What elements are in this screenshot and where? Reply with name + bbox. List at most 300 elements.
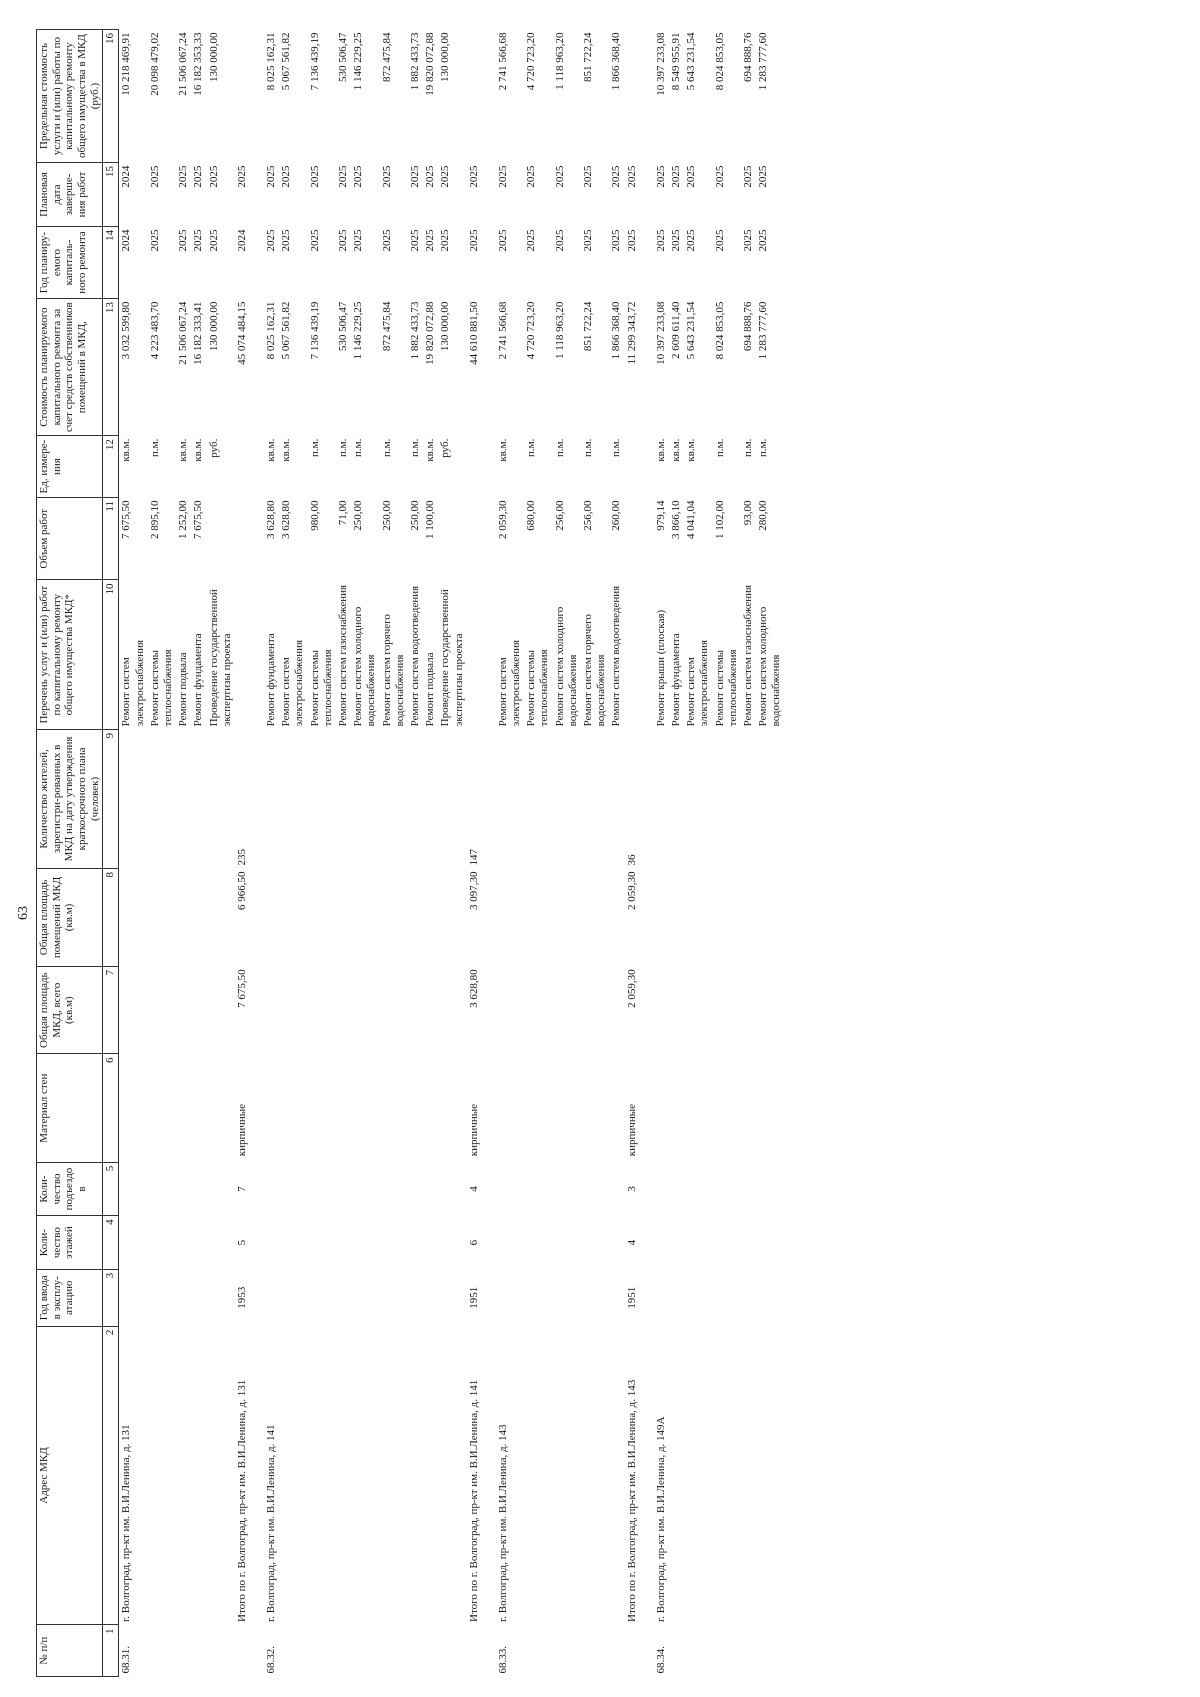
floors-count: [408, 1216, 423, 1270]
entrances-count: [351, 1162, 379, 1216]
unit: п.м.: [352, 438, 365, 458]
column-header: Коли-чество подъездо в: [37, 1162, 103, 1216]
address: [581, 1326, 609, 1625]
total-area: [438, 966, 466, 1054]
entrances-count: [423, 1162, 438, 1216]
unit: [235, 436, 250, 498]
row-number: 68.34.: [654, 1646, 667, 1674]
work-row: [380, 30, 408, 1677]
build-year: [684, 1269, 712, 1326]
build-year: [119, 1269, 148, 1326]
column-number: 6: [103, 1054, 119, 1162]
total-area: [756, 966, 784, 1054]
work-row: [336, 30, 351, 1677]
wall-material: [654, 1054, 669, 1162]
end-date: 2025: [408, 165, 421, 188]
address: [408, 1326, 423, 1625]
total-area: [148, 966, 176, 1054]
planned-year: 2025: [553, 229, 566, 252]
planned-cost: 4 720 723,20: [525, 301, 538, 360]
work-volume: 2 059,30: [496, 500, 509, 539]
column-number: 13: [103, 299, 119, 436]
premises-area: [423, 869, 438, 967]
max-cost: 8 024 853,05: [713, 32, 726, 91]
premises-area: [654, 869, 669, 967]
work-volume: 4 041,04: [685, 500, 698, 539]
residents-count: [176, 729, 191, 868]
total-area: [423, 966, 438, 1054]
planned-cost: 851 722,24: [582, 301, 595, 352]
entrances-count: [741, 1162, 756, 1216]
spacer-cell: [250, 30, 264, 1677]
planned-cost: 1 882 433,73: [408, 301, 421, 360]
row-number: [669, 1625, 684, 1677]
build-year: 1951: [467, 1286, 480, 1309]
planned-year: 2025: [408, 229, 421, 252]
column-header: Предельная стоимость услуги и (или) работы по капитальному ремонту общего имущества в МКД (руб.): [37, 30, 103, 163]
build-year: [496, 1269, 524, 1326]
unit: кв.м.: [654, 438, 667, 462]
address: [308, 1326, 336, 1625]
planned-cost: 530 506,47: [337, 301, 350, 352]
planned-cost: 16 182 333,41: [192, 301, 205, 365]
build-year: [669, 1269, 684, 1326]
column-number: 14: [103, 226, 119, 298]
work-type: Ремонт систем холодного водоснабжения: [757, 606, 783, 727]
column-number: 16: [103, 30, 119, 163]
work-row: [438, 30, 466, 1677]
total-area: [684, 966, 712, 1054]
planned-cost: 4 223 483,70: [148, 301, 161, 360]
planned-year: 2025: [380, 229, 393, 252]
work-row: [423, 30, 438, 1677]
planned-year: 2025: [669, 229, 682, 252]
work-volume: 71,00: [337, 500, 350, 526]
work-type: Ремонт системы теплоснабжения: [713, 649, 739, 727]
residents-count: [713, 729, 741, 868]
floors-count: [654, 1216, 669, 1270]
entrances-count: [609, 1162, 624, 1216]
row-number: 68.32.: [265, 1646, 278, 1674]
max-cost: 7 136 439,19: [308, 32, 321, 91]
row-spacer: [250, 30, 264, 1677]
floors-count: [741, 1216, 756, 1270]
column-header: Перечень услуг и (или) работ по капитальному ремонту общего имущества МКД*: [37, 580, 103, 729]
column-header: Количество жителей, зарегистри-рованных в МКД на дату утверждения краткосрочного плана (человек): [37, 729, 103, 868]
planned-year: 2025: [610, 229, 623, 252]
unit: п.м.: [380, 438, 393, 458]
entrances-count: [191, 1162, 206, 1216]
unit: кв.м.: [192, 438, 205, 462]
premises-area: [264, 869, 279, 967]
wall-material: [380, 1054, 408, 1162]
address: [713, 1326, 741, 1625]
work-row: [351, 30, 379, 1677]
premises-area: [207, 869, 235, 967]
residents-count: [609, 729, 624, 868]
row-number: [553, 1625, 581, 1677]
build-year: [609, 1269, 624, 1326]
wall-material: кирпичные: [235, 1104, 248, 1157]
build-year: [408, 1269, 423, 1326]
column-header: Год ввода в эксплу-атацию: [37, 1269, 103, 1326]
max-cost: 20 098 479,02: [148, 32, 161, 96]
floors-count: [207, 1216, 235, 1270]
address: [438, 1326, 466, 1625]
work-type: Ремонт систем холодного водоснабжения: [352, 606, 378, 727]
total-area: [581, 966, 609, 1054]
planned-year: 2025: [741, 229, 754, 252]
wall-material: [119, 1054, 148, 1162]
wall-material: [438, 1054, 466, 1162]
end-date: 2025: [467, 165, 480, 188]
row-number: 68.31.: [120, 1646, 133, 1674]
build-year: [279, 1269, 307, 1326]
planned-cost: 44 610 881,50: [467, 301, 480, 365]
column-number: 11: [103, 498, 119, 580]
unit: кв.м.: [669, 438, 682, 462]
entrances-count: [119, 1162, 148, 1216]
address: г. Волгоград, пр-кт им. В.И.Ленина, д. 141: [265, 1424, 278, 1622]
unit: п.м.: [408, 438, 421, 458]
premises-area: [191, 869, 206, 967]
entrances-count: [408, 1162, 423, 1216]
residents-count: [380, 729, 408, 868]
floors-count: [713, 1216, 741, 1270]
build-year: [524, 1269, 552, 1326]
total-area: 3 628,80: [467, 969, 480, 1008]
row-number: [279, 1625, 307, 1677]
floors-count: [423, 1216, 438, 1270]
planned-cost: 8 025 162,31: [265, 301, 278, 360]
work-volume: [207, 498, 235, 580]
work-volume: 1 100,00: [424, 500, 437, 539]
work-row: [756, 30, 784, 1677]
entrances-count: [176, 1162, 191, 1216]
unit: п.м.: [713, 438, 726, 458]
address: [191, 1326, 206, 1625]
planned-year: 2025: [685, 229, 698, 252]
total-area: [279, 966, 307, 1054]
floors-count: [581, 1216, 609, 1270]
wall-material: [351, 1054, 379, 1162]
work-type: Проведение государственной экспертизы проекта: [207, 589, 233, 727]
floors-count: 6: [467, 1239, 480, 1246]
work-volume: 93,00: [741, 500, 754, 526]
planned-year: 2025: [496, 229, 509, 252]
end-date: 2025: [625, 165, 638, 188]
build-year: [336, 1269, 351, 1326]
total-area: [119, 966, 148, 1054]
planned-cost: 19 820 072,88: [424, 301, 437, 365]
work-row: [581, 30, 609, 1677]
total-area: [336, 966, 351, 1054]
residents-count: [408, 729, 423, 868]
address: [336, 1326, 351, 1625]
premises-area: 2 059,30: [625, 871, 638, 910]
floors-count: [438, 1216, 466, 1270]
total-area: [609, 966, 624, 1054]
total-row: [467, 30, 482, 1677]
column-number-row: [103, 30, 119, 1677]
planned-cost: 45 074 484,15: [235, 301, 248, 365]
total-area: [524, 966, 552, 1054]
floors-count: [380, 1216, 408, 1270]
end-date: 2025: [235, 165, 248, 188]
table-body: [119, 30, 785, 1677]
max-cost: 530 506,47: [337, 32, 350, 82]
column-number: 15: [103, 163, 119, 227]
column-header: Стоимость планируемого капитального ремонта за счет средств собственников помещений в МКД,: [37, 299, 103, 436]
address: [279, 1326, 307, 1625]
wall-material: [336, 1054, 351, 1162]
work-type: Ремонт систем водоотведения: [408, 585, 421, 727]
end-date: 2025: [757, 165, 770, 188]
max-cost: 851 722,24: [582, 32, 595, 82]
work-type: Ремонт системы теплоснабжения: [525, 649, 551, 727]
column-number: 2: [103, 1326, 119, 1625]
row-spacer: [482, 30, 496, 1677]
unit: кв.м.: [685, 438, 698, 462]
residents-count: [654, 729, 669, 868]
residents-count: [669, 729, 684, 868]
unit: кв.м.: [265, 438, 278, 462]
address: [423, 1326, 438, 1625]
column-header: Общая площадь МКД, всего (кв.м): [37, 966, 103, 1054]
row-number: [380, 1625, 408, 1677]
wall-material: [581, 1054, 609, 1162]
entrances-count: [496, 1162, 524, 1216]
residents-count: [308, 729, 336, 868]
max-cost: [467, 30, 482, 163]
residents-count: [684, 729, 712, 868]
premises-area: 6 966,50: [235, 871, 248, 910]
end-date: 2025: [553, 165, 566, 188]
wall-material: [207, 1054, 235, 1162]
unit: п.м.: [148, 438, 161, 458]
work-volume: 2 895,10: [148, 500, 161, 539]
planned-cost: 1 866 368,40: [610, 301, 623, 360]
total-area: [496, 966, 524, 1054]
work-volume: 256,00: [582, 500, 595, 531]
row-spacer: [640, 30, 654, 1677]
work-type: [235, 580, 250, 729]
address: [524, 1326, 552, 1625]
building-row: [654, 30, 669, 1677]
row-number: [423, 1625, 438, 1677]
end-date: 2025: [280, 165, 293, 188]
building-row: [119, 30, 148, 1677]
work-volume: 979,14: [654, 500, 667, 531]
premises-area: [148, 869, 176, 967]
floors-count: [308, 1216, 336, 1270]
total-area: [380, 966, 408, 1054]
work-volume: 7 675,50: [192, 500, 205, 539]
floors-count: 5: [235, 1239, 248, 1246]
residents-count: [756, 729, 784, 868]
residents-count: 147: [467, 849, 480, 866]
work-type: Ремонт крыши (плоская): [654, 609, 667, 727]
column-header: Материал стен: [37, 1054, 103, 1162]
max-cost: 21 506 067,24: [177, 32, 190, 96]
column-header: Коли-чество этажей: [37, 1216, 103, 1270]
wall-material: [756, 1054, 784, 1162]
unit: кв.м.: [496, 438, 509, 462]
address: Итого по г. Волгоград, пр-кт им. В.И.Ленина, д. 143: [625, 1379, 638, 1622]
row-number: [207, 1625, 235, 1677]
column-number: 4: [103, 1216, 119, 1270]
row-number: [176, 1625, 191, 1677]
build-year: [756, 1269, 784, 1326]
premises-area: [496, 869, 524, 967]
wall-material: [279, 1054, 307, 1162]
work-volume: 280,00: [757, 500, 770, 531]
total-area: [553, 966, 581, 1054]
work-type: Проведение государственной экспертизы проекта: [439, 589, 465, 727]
entrances-count: [264, 1162, 279, 1216]
spacer-cell: [482, 30, 496, 1677]
work-type: Ремонт систем газоснабжения: [337, 584, 350, 727]
work-row: [741, 30, 756, 1677]
planned-cost: 1 118 963,20: [553, 301, 566, 359]
total-area: [669, 966, 684, 1054]
total-area: [264, 966, 279, 1054]
total-area: [176, 966, 191, 1054]
max-cost: 1 283 777,60: [757, 32, 770, 91]
work-volume: 250,00: [408, 500, 421, 531]
work-type: Ремонт подвала: [424, 652, 437, 727]
floors-count: [496, 1216, 524, 1270]
work-row: [553, 30, 581, 1677]
address: [553, 1326, 581, 1625]
planned-cost: 130 000,00: [439, 301, 452, 352]
premises-area: [176, 869, 191, 967]
build-year: [351, 1269, 379, 1326]
build-year: [380, 1269, 408, 1326]
premises-area: [553, 869, 581, 967]
work-volume: 1 252,00: [177, 500, 190, 539]
wall-material: [496, 1054, 524, 1162]
row-number: [191, 1625, 206, 1677]
work-volume: [467, 498, 482, 580]
max-cost: 4 720 723,20: [525, 32, 538, 91]
floors-count: [191, 1216, 206, 1270]
premises-area: [308, 869, 336, 967]
planned-year: 2025: [439, 229, 452, 252]
end-date: 2025: [337, 165, 350, 188]
wall-material: [423, 1054, 438, 1162]
total-area: [351, 966, 379, 1054]
table-header: [37, 30, 119, 1677]
residents-count: [496, 729, 524, 868]
work-volume: 260,00: [610, 500, 623, 531]
premises-area: [408, 869, 423, 967]
floors-count: [669, 1216, 684, 1270]
row-number: [625, 1625, 640, 1677]
work-volume: 1 102,00: [713, 500, 726, 539]
wall-material: [176, 1054, 191, 1162]
planned-year: 2025: [352, 229, 365, 252]
entrances-count: [438, 1162, 466, 1216]
row-number: [713, 1625, 741, 1677]
work-type: Ремонт подвала: [177, 652, 190, 727]
floors-count: [609, 1216, 624, 1270]
wall-material: [148, 1054, 176, 1162]
planned-cost: 694 888,76: [741, 301, 754, 352]
unit: п.м.: [553, 438, 566, 458]
residents-count: 235: [235, 849, 248, 866]
entrances-count: [380, 1162, 408, 1216]
work-row: [279, 30, 307, 1677]
wall-material: [553, 1054, 581, 1162]
wall-material: [264, 1054, 279, 1162]
planned-year: 2025: [625, 229, 638, 252]
planned-year: 2025: [654, 229, 667, 252]
planned-cost: 11 299 343,72: [625, 301, 638, 365]
build-year: [207, 1269, 235, 1326]
premises-area: [669, 869, 684, 967]
total-area: [654, 966, 669, 1054]
floors-count: [336, 1216, 351, 1270]
row-number: [351, 1625, 379, 1677]
column-number: 10: [103, 580, 119, 729]
column-header: Год планиру-емого капиталь-ного ремонта: [37, 226, 103, 298]
work-volume: 980,00: [308, 500, 321, 531]
build-year: [308, 1269, 336, 1326]
end-date: 2025: [713, 165, 726, 188]
build-year: 1953: [235, 1286, 248, 1309]
work-type: Ремонт фундамента: [669, 633, 682, 727]
column-number: 12: [103, 436, 119, 498]
planned-year: 2025: [424, 229, 437, 252]
total-area: 2 059,30: [625, 969, 638, 1008]
premises-area: [279, 869, 307, 967]
work-type: Ремонт систем водоотведения: [610, 585, 623, 727]
work-type: Ремонт систем электроснабжения: [120, 639, 146, 727]
address: [684, 1326, 712, 1625]
wall-material: [741, 1054, 756, 1162]
entrances-count: [713, 1162, 741, 1216]
column-header: Адрес МКД: [37, 1326, 103, 1625]
work-row: [408, 30, 423, 1677]
planned-year: 2025: [148, 229, 161, 252]
work-type: Ремонт систем холодного водоснабжения: [553, 606, 579, 727]
spacer-cell: [640, 30, 654, 1677]
entrances-count: [308, 1162, 336, 1216]
build-year: [438, 1269, 466, 1326]
end-date: 2025: [610, 165, 623, 188]
work-volume: 680,00: [525, 500, 538, 531]
max-cost: 5 643 231,54: [685, 32, 698, 91]
address: [148, 1326, 176, 1625]
wall-material: [308, 1054, 336, 1162]
build-year: [654, 1269, 669, 1326]
planned-cost: 10 397 233,08: [654, 301, 667, 365]
premises-area: [741, 869, 756, 967]
column-number: 5: [103, 1162, 119, 1216]
end-date: 2025: [685, 165, 698, 188]
page-number: 63: [16, 906, 31, 920]
entrances-count: [553, 1162, 581, 1216]
residents-count: [741, 729, 756, 868]
row-number: [609, 1625, 624, 1677]
entrances-count: [524, 1162, 552, 1216]
planned-year: 2025: [308, 229, 321, 252]
floors-count: [279, 1216, 307, 1270]
work-type: Ремонт фундамента: [265, 633, 278, 727]
column-number: 3: [103, 1269, 119, 1326]
column-number: 7: [103, 966, 119, 1054]
